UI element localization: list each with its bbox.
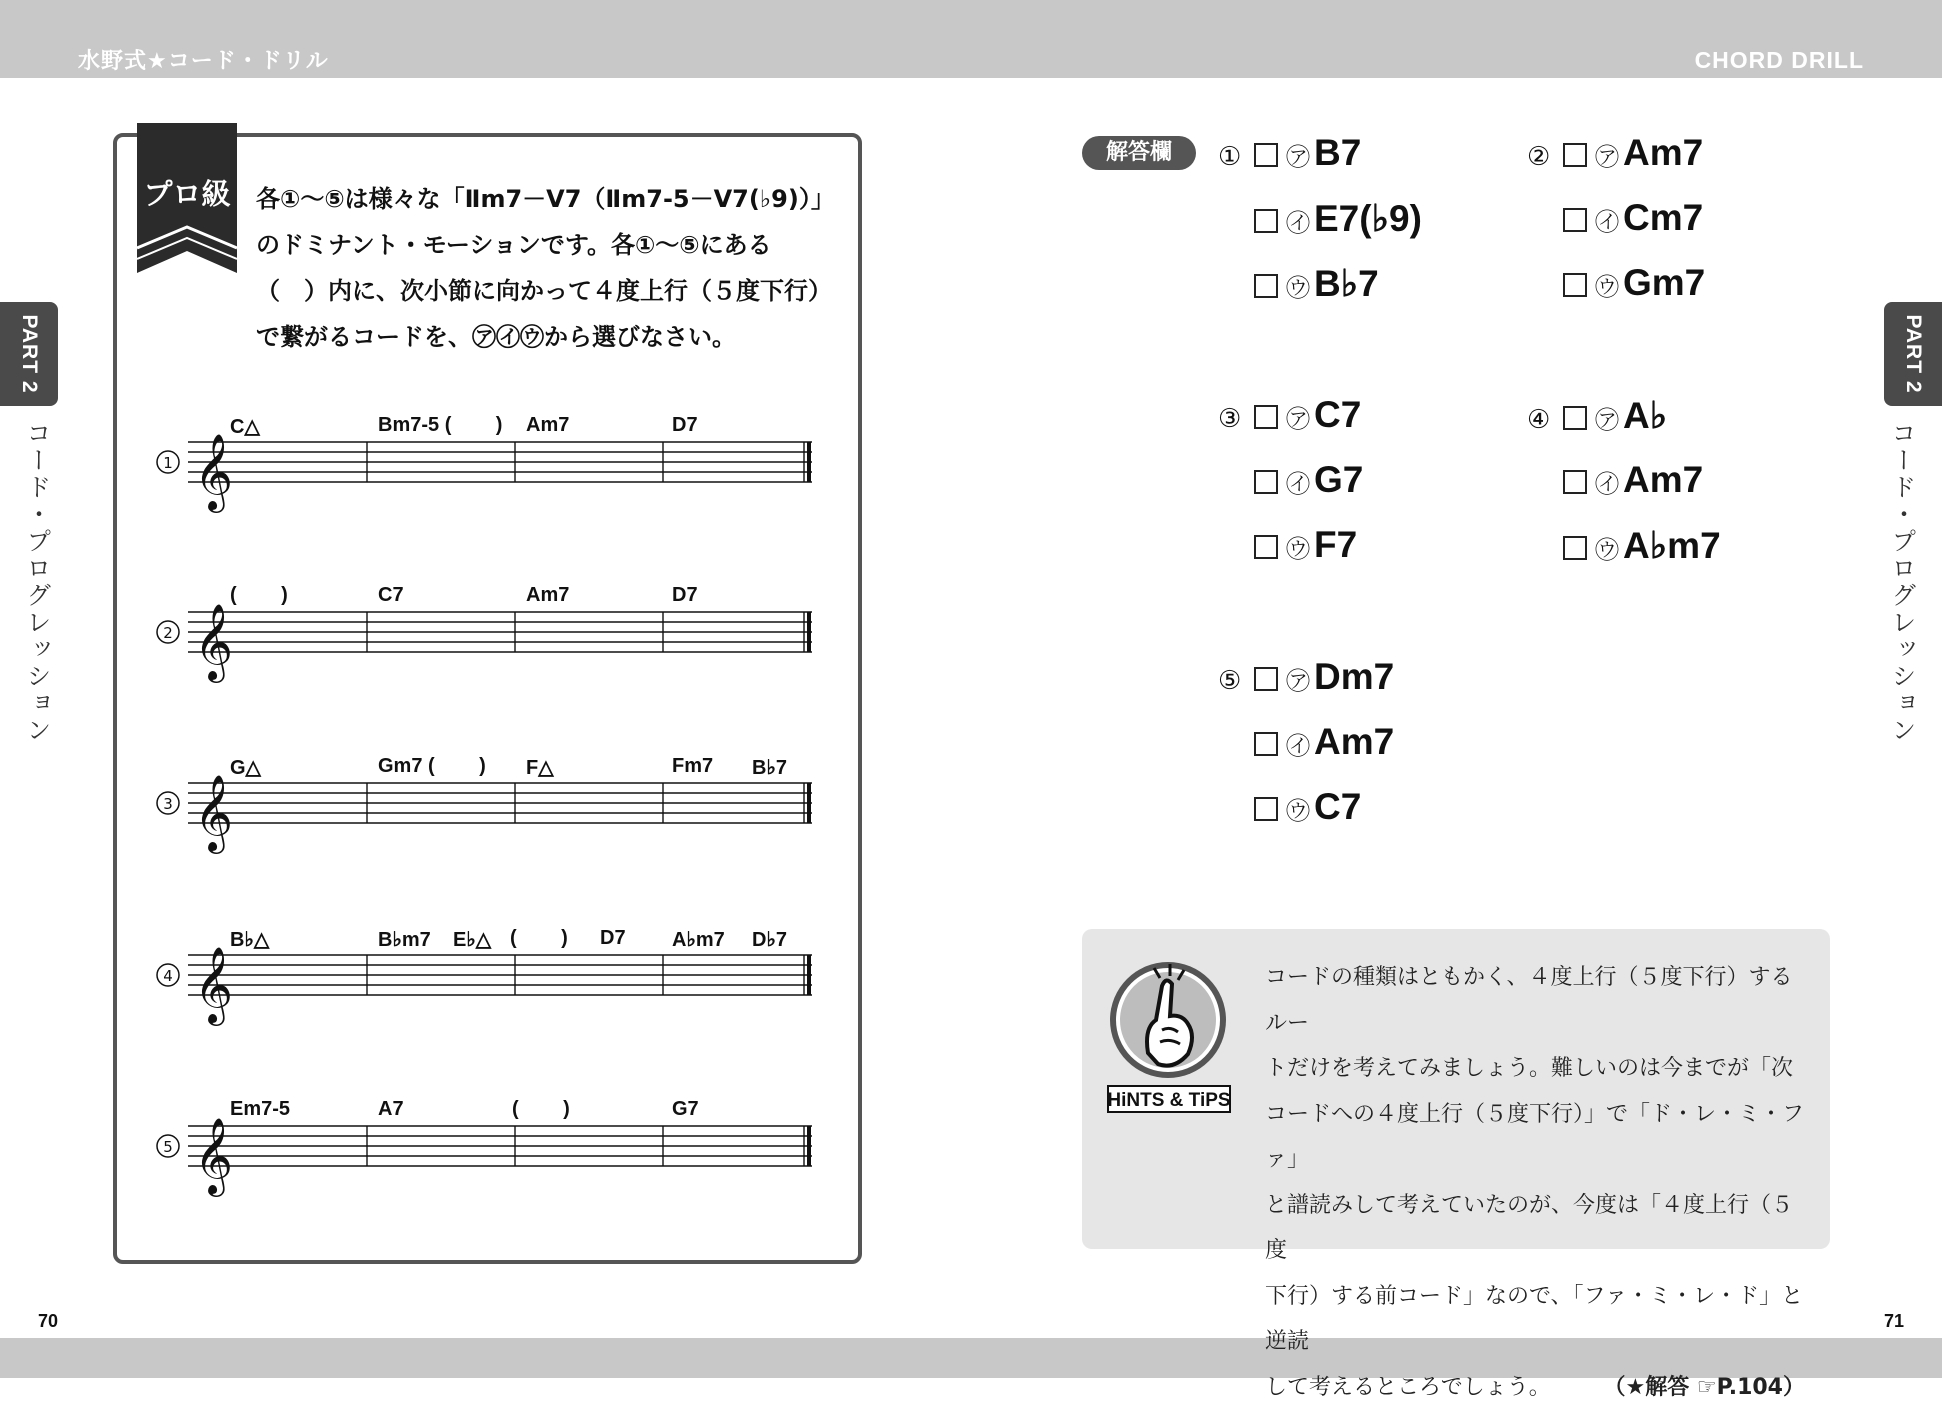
option-chord: C7 (1314, 394, 1361, 435)
option-marker: ㋐ (1286, 667, 1310, 695)
answer-number: ② (1527, 142, 1561, 172)
chapter-title-left: コード・プログレッション (25, 420, 55, 744)
checkbox[interactable] (1563, 208, 1587, 232)
option-marker: ㋒ (1286, 535, 1310, 563)
option-marker: ㋒ (1286, 797, 1310, 825)
answer-option (1252, 262, 1379, 305)
part-tab-left (0, 302, 58, 406)
option-chord: Am7 (1623, 132, 1703, 173)
chord-label: Am7 (526, 584, 569, 607)
checkbox[interactable] (1563, 470, 1587, 494)
answer-reference: （★解答 ☞P.104） (1604, 1365, 1805, 1410)
chord-label: B♭7 (752, 755, 787, 780)
treble-clef-icon: 𝄞 (194, 774, 233, 854)
answer-option (1561, 262, 1705, 304)
staff-1 (150, 410, 830, 520)
part-tab-right (1884, 302, 1942, 406)
treble-clef-icon: 𝄞 (194, 433, 233, 513)
question-line: （ ）内に、次小節に向かって４度上行（５度下行） (256, 268, 846, 314)
option-chord: A♭ (1623, 395, 1667, 436)
hint-text (1265, 955, 1805, 1410)
answer-number: ① (1218, 142, 1252, 172)
option-marker: ㋒ (1595, 273, 1619, 301)
chord-label: C7 (378, 584, 404, 607)
section-title: CHORD DRILL (1695, 47, 1864, 74)
checkbox[interactable] (1563, 536, 1587, 560)
option-marker: ㋐ (1595, 143, 1619, 171)
hint-logo-text: HiNTS & TiPS (1107, 1090, 1230, 1111)
option-marker: ㋒ (1595, 536, 1619, 564)
option-chord: Am7 (1314, 721, 1394, 762)
answer-option (1527, 394, 1667, 437)
chapter-title-right: コード・プログレッション (1890, 420, 1920, 744)
page-number-left: 70 (38, 1311, 58, 1332)
staff-number: 5 (163, 1138, 173, 1156)
option-chord: Dm7 (1314, 656, 1394, 697)
option-chord: A♭m7 (1623, 525, 1721, 566)
checkbox[interactable] (1563, 406, 1587, 430)
chord-label: D7 (672, 414, 698, 437)
hint-line: して考えるところでしょう。 (1265, 1375, 1551, 1400)
chord-label: A♭m7 (672, 927, 725, 952)
option-marker: ㋑ (1595, 470, 1619, 498)
hints-and-tips-logo (1104, 958, 1244, 1118)
checkbox[interactable] (1254, 405, 1278, 429)
answer-option (1252, 197, 1422, 240)
option-chord: Cm7 (1623, 197, 1703, 238)
chord-label: Bm7-5 ( ) (378, 414, 502, 437)
hint-line: トだけを考えてみましょう。難しいのは今までが「次 (1265, 1046, 1805, 1092)
part-tab-left-label: PART 2 (17, 314, 41, 393)
option-marker: ㋒ (1286, 274, 1310, 302)
answer-option (1252, 459, 1363, 501)
answer-option (1561, 524, 1721, 567)
answer-badge: 解答欄 (1082, 136, 1196, 170)
option-chord: E7(♭9) (1314, 198, 1422, 239)
answer-option (1218, 394, 1361, 436)
chord-label: ( ) (512, 1098, 570, 1121)
hint-line: と譜読みして考えていたのが、今度は「４度上行（５度 (1265, 1183, 1805, 1274)
chord-label: Em7-5 (230, 1098, 290, 1121)
book-title: 水野式★コード・ドリル (78, 44, 329, 75)
answer-number: ⑤ (1218, 666, 1252, 696)
answer-option (1561, 459, 1703, 501)
option-chord: G7 (1314, 459, 1363, 500)
staff-number: 1 (163, 454, 173, 472)
checkbox[interactable] (1254, 732, 1278, 756)
option-chord: B7 (1314, 132, 1361, 173)
chord-label: Am7 (526, 414, 569, 437)
chord-label: B♭△ (230, 927, 269, 952)
chord-label: E♭△ (453, 927, 491, 952)
question-line: 各①～⑤は様々な「Ⅱm7－Ⅴ7（Ⅱm7-5－Ⅴ7(♭9)）」 (256, 176, 846, 222)
chord-label: C△ (230, 414, 260, 439)
chord-label: D7 (672, 584, 698, 607)
question-line: で繋がるコードを、㋐㋑㋒から選びなさい。 (256, 314, 846, 360)
option-marker: ㋐ (1595, 406, 1619, 434)
answer-option (1252, 786, 1361, 828)
option-chord: Gm7 (1623, 262, 1705, 303)
checkbox[interactable] (1254, 667, 1278, 691)
chord-label: G△ (230, 755, 261, 780)
hint-line: 下行）する前コード」なので、「ファ・ミ・レ・ド」と逆読 (1265, 1274, 1805, 1365)
treble-clef-icon: 𝄞 (194, 603, 233, 683)
treble-clef-icon: 𝄞 (194, 946, 233, 1026)
option-marker: ㋑ (1286, 732, 1310, 760)
chord-label: F△ (526, 755, 554, 780)
option-chord: Am7 (1623, 459, 1703, 500)
question-text (256, 176, 846, 360)
checkbox[interactable] (1563, 273, 1587, 297)
staff-number: 3 (163, 795, 173, 813)
option-chord: F7 (1314, 524, 1357, 565)
chord-label: ( ) (510, 927, 568, 950)
answer-option (1527, 132, 1703, 174)
hint-line: コードへの４度上行（５度下行）」で「ド・レ・ミ・ファ」 (1265, 1092, 1805, 1183)
staff-5 (150, 1094, 830, 1204)
answer-option (1218, 656, 1394, 698)
staff-number: 2 (163, 624, 173, 642)
chord-label: A7 (378, 1098, 404, 1121)
option-marker: ㋐ (1286, 143, 1310, 171)
chord-label: Gm7 ( ) (378, 755, 486, 778)
answer-option (1561, 197, 1703, 239)
option-marker: ㋑ (1286, 470, 1310, 498)
checkbox[interactable] (1563, 143, 1587, 167)
option-chord: C7 (1314, 786, 1361, 827)
staff-number: 4 (163, 967, 173, 985)
hint-line: コードの種類はともかく、４度上行（５度下行）するルー (1265, 955, 1805, 1046)
chord-label: B♭m7 (378, 927, 431, 952)
checkbox[interactable] (1254, 274, 1278, 298)
staff-2 (150, 580, 830, 690)
answer-option (1252, 721, 1394, 763)
treble-clef-icon: 𝄞 (194, 1117, 233, 1197)
answer-option (1252, 524, 1357, 566)
staff-4 (150, 923, 830, 1033)
staff-3 (150, 751, 830, 861)
answer-number: ④ (1527, 405, 1561, 435)
page-header (0, 0, 1942, 78)
question-line: のドミナント・モーションです。各①～⑤にある (256, 222, 846, 268)
part-tab-right-label: PART 2 (1901, 314, 1925, 393)
checkbox[interactable] (1254, 470, 1278, 494)
answer-number: ③ (1218, 404, 1252, 434)
chord-label: G7 (672, 1098, 699, 1121)
option-chord: B♭7 (1314, 263, 1379, 304)
checkbox[interactable] (1254, 535, 1278, 559)
option-marker: ㋐ (1286, 405, 1310, 433)
checkbox[interactable] (1254, 209, 1278, 233)
chord-label: D♭7 (752, 927, 787, 952)
checkbox[interactable] (1254, 143, 1278, 167)
level-label: プロ級 (137, 172, 237, 213)
chord-label: D7 (600, 927, 626, 950)
chord-label: ( ) (230, 584, 288, 607)
page-number-right: 71 (1884, 1311, 1904, 1332)
chord-label: Fm7 (672, 755, 713, 778)
option-marker: ㋑ (1595, 208, 1619, 236)
option-marker: ㋑ (1286, 209, 1310, 237)
answer-option (1218, 132, 1361, 174)
checkbox[interactable] (1254, 797, 1278, 821)
